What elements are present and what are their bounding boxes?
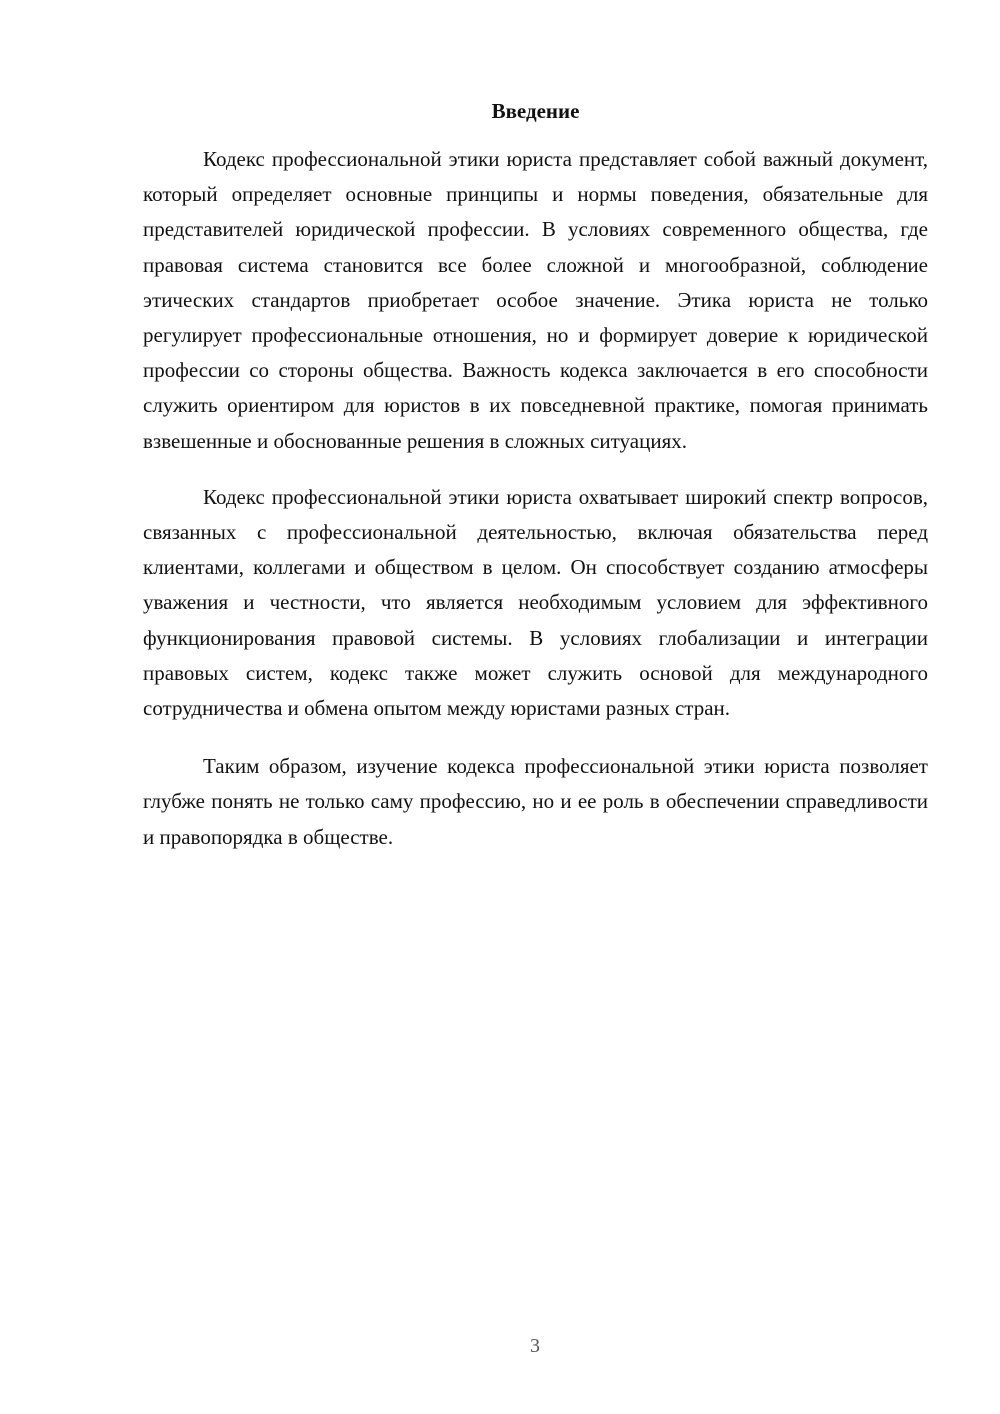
- section-heading: Введение: [491, 99, 580, 123]
- page-body: [143, 96, 928, 855]
- paragraph-2: Кодекс профессиональной этики юриста охватывает широкий спектр вопросов, связанных с профессиональной деятельностью, включая обязательства перед клиентами, коллегами и обществом в целом. Он способствует созданию атмосферы уважения и честности, что является необходимым условием для эффективного функционирования правовой системы. В условиях глобализации и интеграции правовых систем, кодекс также может служить основой для международного сотрудничества и обмена опытом между юристами разных стран.: [143, 484, 928, 721]
- paragraph-3: Таким образом, изучение кодекса профессиональной этики юриста позволяет глубже понять не только саму профессию, но и ее роль в обеспечении справедливости и правопорядка в обществе.: [143, 754, 928, 849]
- paragraph-1: Кодекс профессиональной этики юриста представляет собой важный документ, который определяет основные принципы и нормы поведения, обязательные для представителей юридической профессии. В условиях современного общества, где правовая система становится все более сложной и многообразной, соблюдение этических стандартов приобретает особое значение. Этика юриста не только регулирует профессиональные отношения, но и формирует доверие к юридической профессии со стороны общества. Важность кодекса заключается в его способности служить ориентиром для юристов в их повседневной практике, помогая принимать взвешенные и обоснованные решения в сложных ситуациях.: [143, 147, 928, 453]
- page-number: 3: [530, 1335, 540, 1357]
